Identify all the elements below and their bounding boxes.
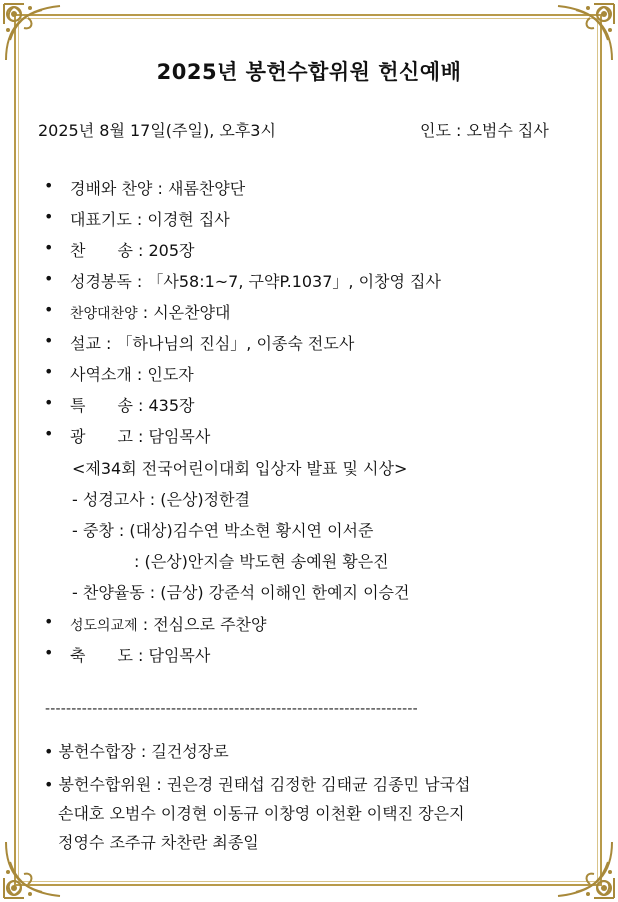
announcement-item: - 찬양율동 : (금상) 강준석 이해인 한예지 이승건 [72, 583, 410, 602]
committee-members: 손대호 오범수 이경현 이동규 이창영 이천환 이택진 장은지 [58, 804, 465, 823]
program-label: 특 송 [70, 396, 133, 415]
program-value: 새롬찬양단 [167, 179, 246, 198]
committee-members: 정영수 조주규 차찬란 최종일 [58, 833, 259, 852]
program-item: 광 고 : 담임목사 [70, 427, 211, 446]
bullet: • [44, 612, 54, 631]
program-item: 설교 : 「하나님의 진심」, 이종숙 전도사 [70, 334, 355, 353]
program-label: 경배와 찬양 [70, 179, 153, 198]
program-value: 담임목사 [148, 646, 211, 665]
service-date: 2025년 8월 17일(주일), 오후3시 [38, 121, 276, 140]
program-item: 성도의교제 : 전심으로 주찬양 [70, 615, 267, 634]
bullet: • [44, 331, 54, 350]
program-item: 특 송 : 435장 [70, 396, 195, 415]
page-title: 2025년 봉헌수합위원 헌신예배 [156, 60, 462, 84]
program-value: 「사58:1~7, 구약P.1037」, 이창영 집사 [147, 272, 441, 291]
program-value: 「하나님의 진심」, 이종숙 전도사 [116, 334, 355, 353]
bullet: • [44, 393, 54, 412]
program-label: 대표기도 [70, 210, 132, 229]
corner-ornament-icon [548, 832, 618, 902]
program-label: 성도의교제 [70, 618, 138, 634]
bullet: • [44, 424, 54, 443]
announcement-heading: <제34회 전국어린이대회 입상자 발표 및 시상> [72, 459, 408, 478]
bullet: • [44, 643, 54, 662]
service-leader: 인도 : 오범수 집사 [420, 121, 549, 140]
program-label: 축 도 [70, 646, 133, 665]
program-value: 전심으로 주찬양 [153, 615, 267, 634]
program-label: 찬 송 [70, 241, 133, 260]
program-item: 대표기도 : 이경현 집사 [70, 210, 230, 229]
program-label: 설교 [70, 334, 101, 353]
program-label: 광 고 [70, 427, 133, 446]
bullet: • [44, 207, 54, 226]
program-value: 인도자 [147, 365, 194, 384]
committee-members: • 봉헌수합위원 : 권은경 권태섭 김정한 김태균 김종민 남국섭 [44, 775, 471, 794]
program-item: 경배와 찬양 : 새롬찬양단 [70, 179, 246, 198]
program-value: 이경현 집사 [147, 210, 230, 229]
program-item: 찬 송 : 205장 [70, 241, 195, 260]
program-value: 205장 [148, 241, 195, 260]
bullet: • [44, 269, 54, 288]
announcement-item: - 성경고사 : (은상)정한결 [72, 490, 251, 509]
bullet: • [44, 176, 54, 195]
program-item: 성경봉독 : 「사58:1~7, 구약P.1037」, 이창영 집사 [70, 272, 441, 291]
program-value: 담임목사 [148, 427, 211, 446]
bullet: • [44, 300, 54, 319]
program-value: 435장 [148, 396, 195, 415]
program-label: 찬양대찬양 [70, 306, 138, 322]
announcement-item: : (은상)안지슬 박도현 송예원 황은진 [134, 552, 389, 571]
program-value: 시온찬양대 [153, 303, 231, 322]
program-label: 성경봉독 [70, 272, 132, 291]
program-item: 찬양대찬양 : 시온찬양대 [70, 303, 231, 322]
program-item: 사역소개 : 인도자 [70, 365, 194, 384]
announcement-item: - 중창 : (대상)김수연 박소현 황시연 이서준 [72, 521, 374, 540]
bullet: • [44, 362, 54, 381]
divider-line: ----------------------------------------------------------------------- [45, 701, 418, 717]
bullet: • [44, 238, 54, 257]
committee-chair: • 봉헌수합장 : 길건성장로 [44, 742, 229, 761]
program-item: 축 도 : 담임목사 [70, 646, 211, 665]
program-label: 사역소개 [70, 365, 132, 384]
